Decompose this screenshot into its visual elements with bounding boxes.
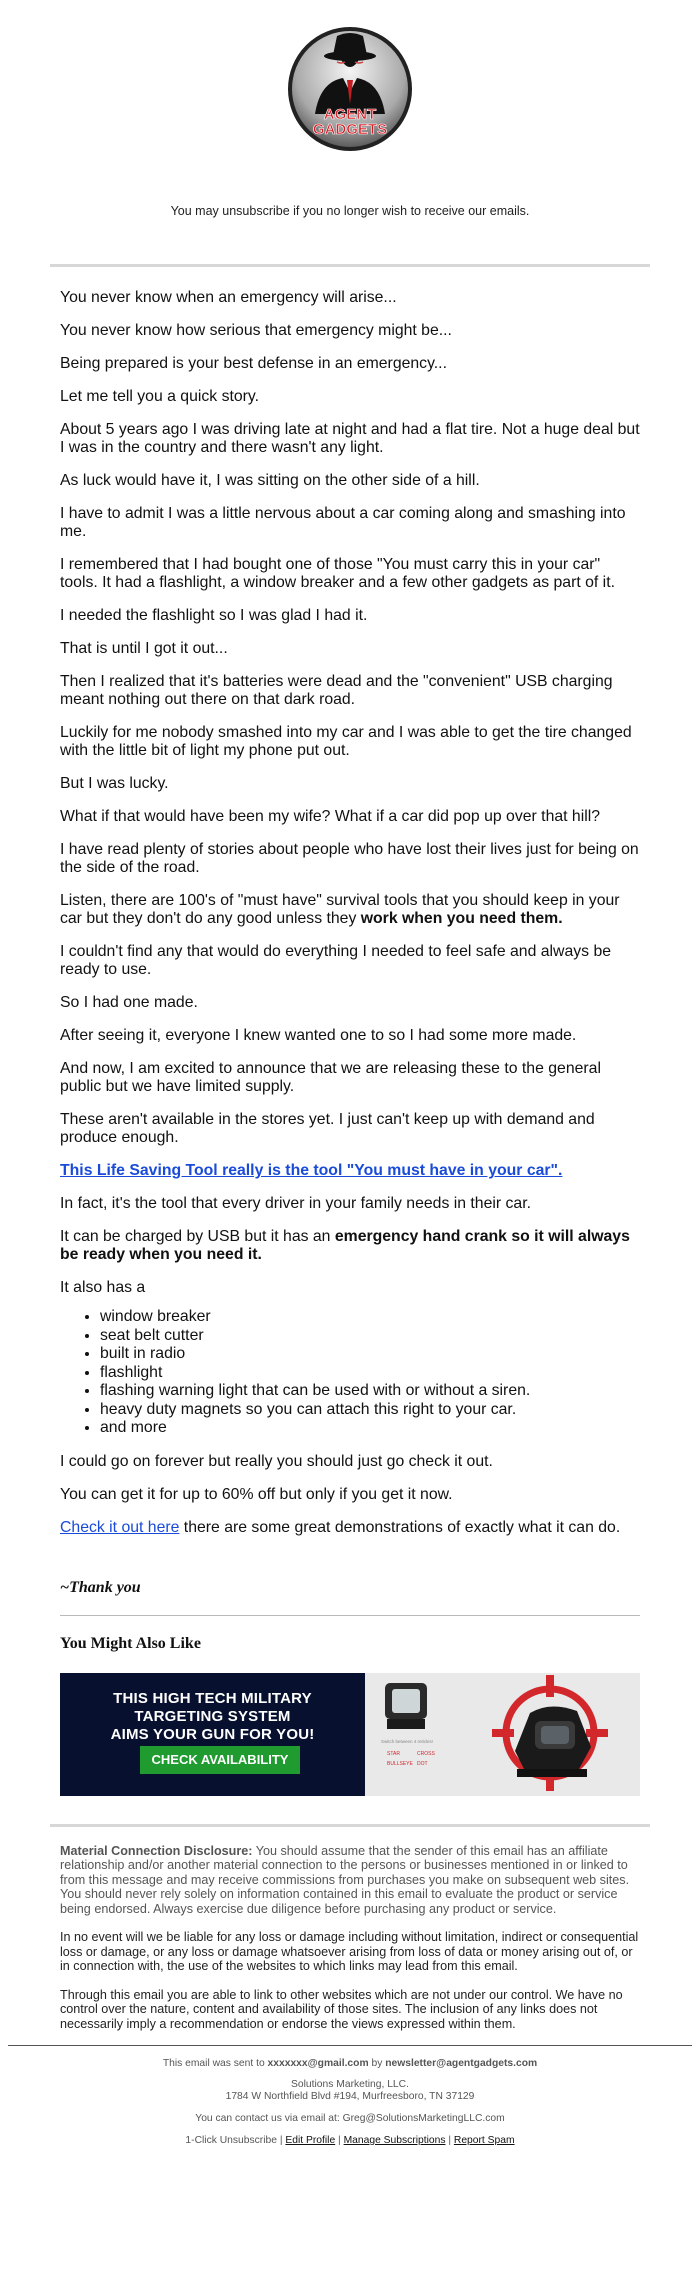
body-paragraph: These aren't available in the stores yet. I just can't keep up with demand and produce enough.	[60, 1111, 595, 1146]
ad-headline-line: THIS HIGH TECH MILITARY	[113, 1689, 312, 1707]
ad-headline-line: AIMS YOUR GUN FOR YOU!	[110, 1725, 315, 1743]
body-paragraph: In fact, it's the tool that every driver in your family needs in their car.	[60, 1195, 531, 1212]
liability-paragraph: In no event will we be liable for any loss or damage including without limitation, indirect or consequential loss or damage, or any loss or damage whatsoever arising from loss of data or money arising out of, or in connection with, the use of the websites to which links may lead from this email.	[60, 1930, 639, 1973]
body-paragraph: After seeing it, everyone I knew wanted one to so I had some more made.	[60, 1027, 577, 1044]
body-paragraph: I have to admit I was a little nervous about a car coming along and smashing into me.	[60, 505, 626, 540]
logo-text-agent: AGENT	[323, 106, 377, 123]
emphasis-text: emergency hand crank so it will always be ready when you need it.	[60, 1228, 630, 1263]
body-paragraph: You can get it for up to 60% off but only if you get it now.	[60, 1485, 453, 1503]
body-paragraph: As luck would have it, I was sitting on the other side of a hill.	[60, 472, 480, 489]
reticle-label: STAR	[387, 1750, 400, 1757]
body-paragraph: What if that would have been my wife? What if a car did pop up over that hill?	[60, 808, 601, 825]
agent-gadgets-logo[interactable]	[285, 14, 415, 164]
body-paragraph: I needed the flashlight so I was glad I had it.	[60, 607, 368, 624]
life-saving-tool-link[interactable]: This Life Saving Tool really is the tool "You must have in your car".	[60, 1162, 563, 1179]
divider-top	[50, 264, 650, 267]
body-paragraph: I could go on forever but really you should just go check it out.	[60, 1452, 493, 1470]
sent-prefix: This email was sent to	[162, 2058, 268, 2069]
reticle-caption: Switch between 4 reticles!	[381, 1738, 434, 1744]
check-it-out-link[interactable]: Check it out here	[60, 1518, 180, 1536]
body-paragraph	[60, 1228, 640, 1264]
divider-disclosure	[50, 1824, 650, 1827]
body-paragraph: I have read plenty of stories about people who have lost their lives just for being on the side of the road.	[60, 841, 639, 876]
report-spam-link[interactable]: Report Spam	[453, 2135, 515, 2146]
body-paragraph	[60, 1162, 640, 1180]
recommend-heading: You Might Also Like	[60, 1634, 201, 1652]
large-sight-icon	[515, 1706, 591, 1777]
body-paragraph: I couldn't find any that would do everything I needed to feel safe and always be ready to use.	[60, 943, 612, 978]
feature-item: • seat belt cutter	[100, 1327, 640, 1346]
body-paragraph: Let me tell you a quick story.	[60, 388, 260, 405]
emphasis-text: work when you need them.	[360, 910, 563, 927]
feature-item: • built in radio	[100, 1345, 640, 1364]
company-name: Solutions Marketing, LLC.	[291, 2079, 409, 2090]
unsubscribe-notice[interactable]: You may unsubscribe if you no longer wish to receive our emails.	[170, 204, 530, 218]
disclosure-section	[0, 1844, 700, 2032]
logo-text-gadgets: GADGETS	[312, 121, 388, 138]
disclosure-text: You should assume that the sender of this email has an affiliate relationship and/or another material connection to the persons or businesses mentioned in or linked to from this message and may receive commissions from purchases you make on subsequent web sites. You should never rely solely on information contained in this email to evaluate the product or service being endorsed. Always exercise due diligence before purchasing any product or service.	[60, 1843, 630, 1916]
small-sight-icon	[385, 1683, 427, 1729]
body-paragraph: So I had one made.	[60, 994, 198, 1011]
sign-off: ~Thank you	[60, 1578, 141, 1596]
check-availability-button[interactable]: CHECK AVAILABILITY	[140, 1746, 300, 1774]
body-text: It can be charged by USB but it has an	[60, 1228, 335, 1245]
separator: |	[335, 2135, 344, 2146]
body-paragraph: Luckily for me nobody smashed into my car and I was able to get the tire changed with the little bit of light my phone put out.	[60, 724, 632, 759]
body-paragraph: Then I realized that it's batteries were dead and the "convenient" USB charging meant nothing out there on that dark road.	[60, 673, 613, 708]
body-paragraph: I remembered that I had bought one of those "You must carry this in your car" tools. It had a flashlight, a window breaker and a few other gadgets as part of it.	[60, 556, 615, 591]
feature-item: • and more	[100, 1419, 640, 1438]
reticle-label: CROSS	[417, 1750, 435, 1757]
company-address: 1784 W Northfield Blvd #194, Murfreesboro, TN 37129	[225, 2091, 475, 2102]
body-paragraph: But I was lucky.	[60, 775, 169, 792]
body-paragraph	[60, 892, 640, 928]
ad-headline	[60, 1690, 365, 1744]
disclosure-label: Material Connection Disclosure:	[60, 1843, 253, 1858]
separator: |	[445, 2135, 454, 2146]
red-dot-sight-image	[365, 1673, 640, 1796]
body-paragraph: You never know how serious that emergency might be...	[60, 322, 452, 339]
recipient-email: xxxxxxx@gmail.com	[267, 2058, 369, 2069]
body-paragraph: That is until I got it out...	[60, 640, 228, 657]
body-paragraph: You never know when an emergency will arise...	[60, 289, 397, 306]
feature-item: • heavy duty magnets so you can attach this right to your car.	[100, 1401, 640, 1420]
contact-line: You can contact us via email at: Greg@SolutionsMarketingLLC.com	[195, 2113, 505, 2124]
footer-links	[0, 2135, 700, 2147]
email	[0, 14, 700, 2147]
disclosure-paragraph	[60, 1844, 640, 1917]
body-paragraph	[60, 1519, 640, 1537]
sent-to-line	[0, 2058, 700, 2070]
ad-text-panel[interactable]	[60, 1673, 365, 1796]
email-body	[0, 289, 700, 1537]
divider-footer	[8, 2045, 692, 2046]
feature-item: • flashlight	[100, 1364, 640, 1383]
manage-subscriptions-link[interactable]: Manage Subscriptions	[343, 2135, 446, 2146]
reticle-label: DOT	[417, 1760, 428, 1767]
sent-by: by	[368, 2058, 386, 2069]
ad-image-panel[interactable]	[365, 1673, 640, 1796]
divider-recommend	[60, 1615, 640, 1616]
body-text: there are some great demonstrations of exactly what it can do.	[179, 1518, 621, 1536]
edit-profile-link[interactable]: Edit Profile	[285, 2135, 336, 2146]
body-paragraph: Being prepared is your best defense in an emergency...	[60, 355, 447, 372]
feature-item: • window breaker	[100, 1308, 640, 1327]
ad-headline-line: TARGETING SYSTEM	[134, 1707, 291, 1725]
reticle-label: BULLSEYE	[387, 1760, 413, 1767]
links-paragraph: Through this email you are able to link to other websites which are not under our control. We have no control over the nature, content and availability of those sites. The inclusion of any links does not necessarily imply a recommendation or endorse the views expressed within them.	[60, 1987, 623, 2031]
body-text: Listen, there are 100's of "must have" survival tools that you should keep in your car but they don't do any good unless they	[60, 892, 620, 927]
footer	[0, 2058, 700, 2147]
body-paragraph: And now, I am excited to announce that we are releasing these to the general public but we have limited supply.	[60, 1060, 601, 1095]
targeting-system-ad[interactable]	[60, 1673, 640, 1796]
one-click-unsubscribe-text: 1-Click Unsubscribe	[185, 2135, 277, 2146]
body-paragraph: About 5 years ago I was driving late at night and had a flat tire. Not a huge deal but I was in the country and there wasn't any light.	[60, 421, 640, 456]
feature-list	[60, 1308, 640, 1438]
sender-email: newsletter@agentgadgets.com	[385, 2058, 538, 2069]
feature-item: • flashing warning light that can be used with or without a siren.	[100, 1382, 640, 1401]
body-paragraph: It also has a	[60, 1279, 146, 1296]
separator: |	[276, 2135, 286, 2146]
